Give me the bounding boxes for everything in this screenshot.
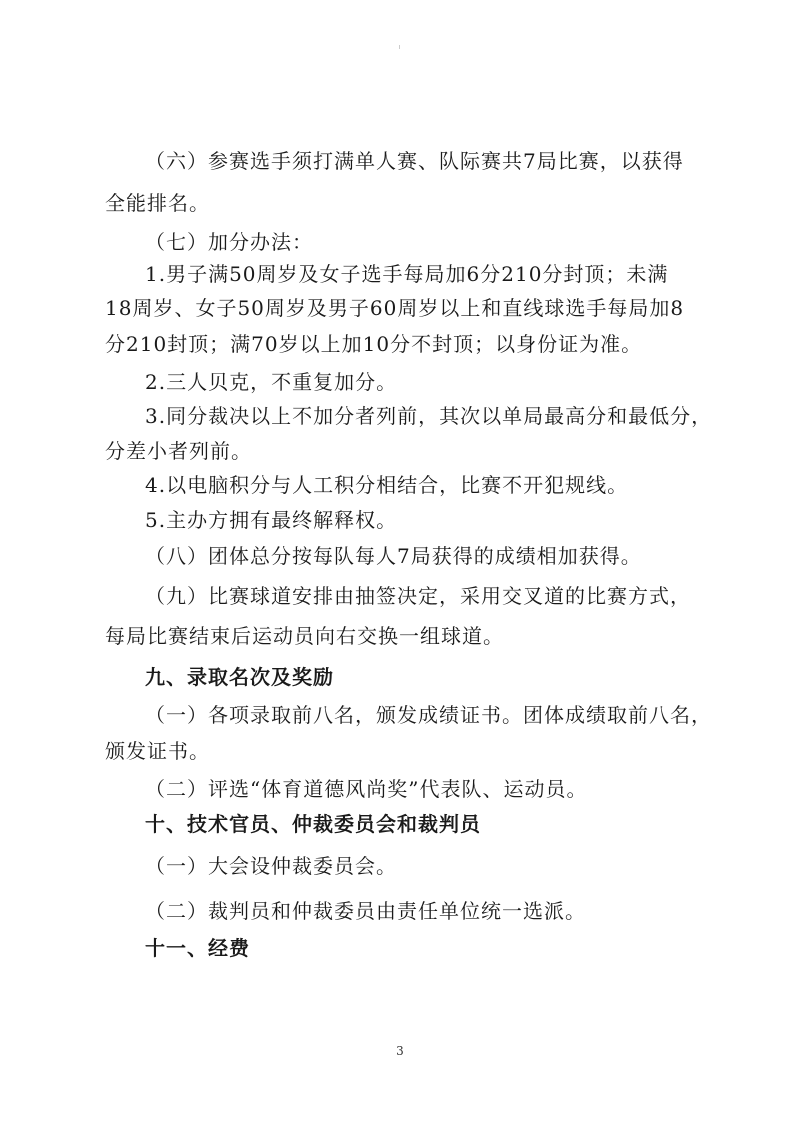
section-heading: 十一、经费	[145, 936, 250, 960]
scan-mark	[399, 45, 400, 49]
paragraph-line: （一）各项录取前八名，颁发成绩证书。团体成绩取前八名，	[145, 703, 712, 727]
section-heading: 十、技术官员、仲裁委员会和裁判员	[145, 812, 481, 836]
paragraph-line: 颁发证书。	[105, 739, 210, 763]
paragraph-line: 4.以电脑积分与人工积分相结合，比赛不开犯规线。	[145, 473, 629, 497]
paragraph-line: （二）评选“体育道德风尚奖”代表队、运动员。	[145, 777, 588, 801]
paragraph-line: （七）加分办法：	[145, 230, 313, 254]
paragraph-line: （八）团体总分按每队每人7局获得的成绩相加获得。	[145, 544, 642, 568]
paragraph-line: （一）大会设仲裁委员会。	[145, 854, 397, 878]
page-number: 3	[396, 1044, 404, 1058]
paragraph-line: 分差小者列前。	[105, 439, 252, 463]
paragraph-line: 18周岁、女子50周岁及男子60周岁以上和直线球选手每局加8	[105, 296, 685, 320]
paragraph-line: （九）比赛球道安排由抽签决定，采用交叉道的比赛方式，	[145, 584, 691, 608]
paragraph-line: 5.主办方拥有最终解释权。	[145, 508, 398, 532]
section-heading: 九、录取名次及奖励	[145, 665, 334, 689]
paragraph-line: （六）参赛选手须打满单人赛、队际赛共7局比赛，以获得	[145, 149, 684, 173]
paragraph-line: 2.三人贝克，不重复加分。	[145, 370, 398, 394]
paragraph-line: 1.男子满50周岁及女子选手每局加6分210分封顶；未满	[145, 262, 669, 286]
paragraph-line: （二）裁判员和仲裁委员由责任单位统一选派。	[145, 899, 586, 923]
paragraph-line: 全能排名。	[105, 191, 210, 215]
paragraph-line: 3.同分裁决以上不加分者列前，其次以单局最高分和最低分，	[145, 404, 713, 428]
paragraph-line: 每局比赛结束后运动员向右交换一组球道。	[105, 624, 504, 648]
paragraph-line: 分210封顶；满70岁以上加10分不封顶；以身份证为准。	[105, 332, 643, 356]
